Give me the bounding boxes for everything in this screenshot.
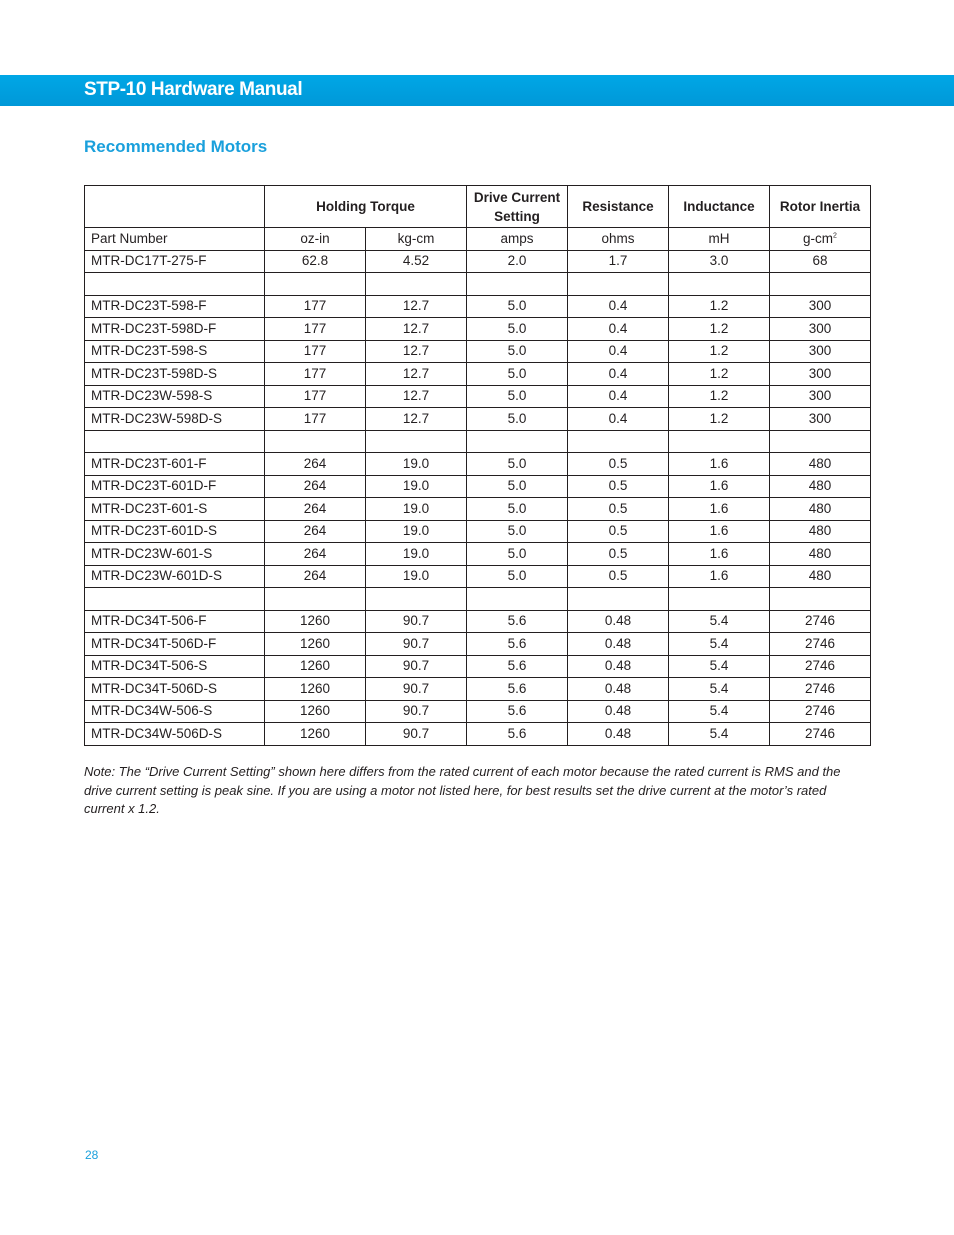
- value-cell: [366, 588, 467, 611]
- value-cell: 480: [770, 498, 871, 521]
- value-cell: 264: [265, 475, 366, 498]
- value-cell: 480: [770, 520, 871, 543]
- value-cell: 90.7: [366, 655, 467, 678]
- table-header-row: [85, 186, 871, 228]
- table-spacer-row: [85, 430, 871, 453]
- value-cell: 1260: [265, 723, 366, 746]
- table-row: [85, 453, 871, 476]
- value-cell: 0.5: [568, 520, 669, 543]
- value-cell: 480: [770, 543, 871, 566]
- value-cell: 12.7: [366, 385, 467, 408]
- value-cell: 264: [265, 453, 366, 476]
- value-cell: 0.5: [568, 543, 669, 566]
- value-cell: 5.0: [467, 475, 568, 498]
- part-number-cell: MTR-DC23W-598-S: [85, 385, 265, 408]
- value-cell: [669, 273, 770, 296]
- value-cell: [467, 430, 568, 453]
- value-cell: [770, 430, 871, 453]
- header-cell-drive-current: Drive Current Setting: [467, 186, 568, 228]
- part-number-cell: MTR-DC23W-601-S: [85, 543, 265, 566]
- value-cell: 0.48: [568, 723, 669, 746]
- value-cell: 1.2: [669, 295, 770, 318]
- value-cell: 0.4: [568, 318, 669, 341]
- table-spacer-row: [85, 273, 871, 296]
- value-cell: 12.7: [366, 408, 467, 431]
- value-cell: 0.5: [568, 565, 669, 588]
- part-number-cell: MTR-DC23T-601D-F: [85, 475, 265, 498]
- value-cell: 5.0: [467, 363, 568, 386]
- part-number-cell: [85, 588, 265, 611]
- value-cell: 1260: [265, 700, 366, 723]
- part-number-cell: MTR-DC23T-601D-S: [85, 520, 265, 543]
- value-cell: 5.4: [669, 723, 770, 746]
- value-cell: [467, 273, 568, 296]
- units-cell-g-cm2: [770, 228, 871, 251]
- part-number-cell: MTR-DC34W-506D-S: [85, 723, 265, 746]
- table-row: [85, 610, 871, 633]
- value-cell: 12.7: [366, 295, 467, 318]
- value-cell: 300: [770, 295, 871, 318]
- value-cell: 1260: [265, 610, 366, 633]
- units-cell-part-number: Part Number: [85, 228, 265, 251]
- value-cell: 5.0: [467, 340, 568, 363]
- value-cell: 19.0: [366, 565, 467, 588]
- value-cell: 5.0: [467, 498, 568, 521]
- value-cell: 0.48: [568, 610, 669, 633]
- part-number-cell: [85, 273, 265, 296]
- value-cell: 1.6: [669, 453, 770, 476]
- value-cell: 19.0: [366, 475, 467, 498]
- header-cell-rotor-inertia: Rotor Inertia: [770, 186, 871, 228]
- table-row: [85, 385, 871, 408]
- part-number-cell: [85, 430, 265, 453]
- units-superscript: 2: [833, 232, 837, 240]
- value-cell: 300: [770, 385, 871, 408]
- part-number-cell: MTR-DC23W-601D-S: [85, 565, 265, 588]
- part-number-cell: MTR-DC34W-506-S: [85, 700, 265, 723]
- table-row: [85, 295, 871, 318]
- value-cell: 2746: [770, 723, 871, 746]
- value-cell: 264: [265, 498, 366, 521]
- part-number-cell: MTR-DC23W-598D-S: [85, 408, 265, 431]
- value-cell: 12.7: [366, 318, 467, 341]
- value-cell: 480: [770, 475, 871, 498]
- value-cell: 5.0: [467, 543, 568, 566]
- part-number-cell: MTR-DC23T-598D-S: [85, 363, 265, 386]
- value-cell: 0.4: [568, 340, 669, 363]
- table-row: [85, 700, 871, 723]
- value-cell: 62.8: [265, 250, 366, 273]
- table-spacer-row: [85, 588, 871, 611]
- value-cell: 2746: [770, 700, 871, 723]
- motors-table: [84, 185, 871, 746]
- value-cell: 0.48: [568, 655, 669, 678]
- value-cell: 5.6: [467, 633, 568, 656]
- table-row: [85, 250, 871, 273]
- value-cell: 0.4: [568, 408, 669, 431]
- value-cell: 177: [265, 295, 366, 318]
- value-cell: [366, 273, 467, 296]
- value-cell: 480: [770, 453, 871, 476]
- units-cell-amps: amps: [467, 228, 568, 251]
- value-cell: 1.6: [669, 565, 770, 588]
- value-cell: 1.6: [669, 475, 770, 498]
- table-row: [85, 498, 871, 521]
- value-cell: 2746: [770, 678, 871, 701]
- value-cell: 2746: [770, 633, 871, 656]
- value-cell: 1.6: [669, 543, 770, 566]
- part-number-cell: MTR-DC23T-601-F: [85, 453, 265, 476]
- value-cell: 300: [770, 408, 871, 431]
- value-cell: 300: [770, 318, 871, 341]
- units-cell-oz-in: oz-in: [265, 228, 366, 251]
- manual-title: STP-10 Hardware Manual: [84, 79, 303, 100]
- value-cell: [770, 273, 871, 296]
- value-cell: [265, 588, 366, 611]
- value-cell: 480: [770, 565, 871, 588]
- value-cell: 0.48: [568, 700, 669, 723]
- value-cell: 0.5: [568, 453, 669, 476]
- section-title: Recommended Motors: [84, 137, 268, 156]
- value-cell: 177: [265, 318, 366, 341]
- value-cell: 5.0: [467, 295, 568, 318]
- value-cell: 1.6: [669, 498, 770, 521]
- value-cell: [568, 588, 669, 611]
- value-cell: 264: [265, 543, 366, 566]
- header-cell-holding-torque: Holding Torque: [265, 186, 467, 228]
- value-cell: 1260: [265, 633, 366, 656]
- value-cell: [467, 588, 568, 611]
- value-cell: 0.5: [568, 498, 669, 521]
- value-cell: 90.7: [366, 700, 467, 723]
- value-cell: 19.0: [366, 543, 467, 566]
- value-cell: [669, 588, 770, 611]
- value-cell: 19.0: [366, 498, 467, 521]
- value-cell: [770, 588, 871, 611]
- table-row: [85, 543, 871, 566]
- header-cell-resistance: Resistance: [568, 186, 669, 228]
- table-note: Note: The “Drive Current Setting” shown here differs from the rated current of each motor because the rated current is RMS and the drive current setting is peak sine. If you are using a motor not listed here, for best results set the drive current at the motor’s rated current x 1.2.: [84, 764, 841, 816]
- units-cell-mh: mH: [669, 228, 770, 251]
- table-row: [85, 363, 871, 386]
- value-cell: 1.2: [669, 408, 770, 431]
- table-row: [85, 723, 871, 746]
- value-cell: 3.0: [669, 250, 770, 273]
- value-cell: 2.0: [467, 250, 568, 273]
- header-cell-inductance: Inductance: [669, 186, 770, 228]
- value-cell: 5.0: [467, 385, 568, 408]
- units-cell-kg-cm: kg-cm: [366, 228, 467, 251]
- value-cell: 0.48: [568, 678, 669, 701]
- value-cell: 1.2: [669, 340, 770, 363]
- part-number-cell: MTR-DC23T-598D-F: [85, 318, 265, 341]
- value-cell: [265, 273, 366, 296]
- value-cell: 5.4: [669, 610, 770, 633]
- value-cell: 5.0: [467, 565, 568, 588]
- value-cell: 5.6: [467, 610, 568, 633]
- value-cell: 5.4: [669, 655, 770, 678]
- value-cell: 264: [265, 520, 366, 543]
- value-cell: 5.6: [467, 655, 568, 678]
- value-cell: 4.52: [366, 250, 467, 273]
- value-cell: 300: [770, 363, 871, 386]
- part-number-cell: MTR-DC23T-598-F: [85, 295, 265, 318]
- value-cell: 0.5: [568, 475, 669, 498]
- value-cell: 5.0: [467, 520, 568, 543]
- value-cell: 5.6: [467, 700, 568, 723]
- value-cell: 19.0: [366, 453, 467, 476]
- value-cell: [568, 430, 669, 453]
- value-cell: 1.7: [568, 250, 669, 273]
- value-cell: 5.4: [669, 700, 770, 723]
- value-cell: 1260: [265, 655, 366, 678]
- part-number-cell: MTR-DC23T-598-S: [85, 340, 265, 363]
- value-cell: 177: [265, 363, 366, 386]
- table-row: [85, 565, 871, 588]
- value-cell: 1260: [265, 678, 366, 701]
- value-cell: 0.4: [568, 295, 669, 318]
- value-cell: 0.4: [568, 385, 669, 408]
- value-cell: 0.4: [568, 363, 669, 386]
- part-number-cell: MTR-DC23T-601-S: [85, 498, 265, 521]
- value-cell: 2746: [770, 655, 871, 678]
- value-cell: 5.0: [467, 453, 568, 476]
- table-row: [85, 633, 871, 656]
- value-cell: 90.7: [366, 678, 467, 701]
- header-cell-part-number: [85, 186, 265, 228]
- units-cell-ohms: ohms: [568, 228, 669, 251]
- value-cell: 0.48: [568, 633, 669, 656]
- value-cell: 5.6: [467, 723, 568, 746]
- value-cell: 300: [770, 340, 871, 363]
- value-cell: [265, 430, 366, 453]
- value-cell: 90.7: [366, 723, 467, 746]
- value-cell: 5.6: [467, 678, 568, 701]
- table-units-row: [85, 228, 871, 251]
- value-cell: 177: [265, 340, 366, 363]
- table-row: [85, 318, 871, 341]
- value-cell: 19.0: [366, 520, 467, 543]
- value-cell: 2746: [770, 610, 871, 633]
- table-row: [85, 408, 871, 431]
- value-cell: 5.4: [669, 633, 770, 656]
- value-cell: [366, 430, 467, 453]
- value-cell: 1.6: [669, 520, 770, 543]
- table-row: [85, 520, 871, 543]
- value-cell: 1.2: [669, 318, 770, 341]
- part-number-cell: MTR-DC34T-506-S: [85, 655, 265, 678]
- value-cell: 90.7: [366, 633, 467, 656]
- value-cell: [568, 273, 669, 296]
- table-row: [85, 655, 871, 678]
- value-cell: 90.7: [366, 610, 467, 633]
- table-row: [85, 340, 871, 363]
- page-number: 28: [85, 1148, 99, 1162]
- value-cell: 177: [265, 385, 366, 408]
- table-row: [85, 475, 871, 498]
- value-cell: 5.0: [467, 318, 568, 341]
- value-cell: 12.7: [366, 340, 467, 363]
- value-cell: 1.2: [669, 363, 770, 386]
- value-cell: 12.7: [366, 363, 467, 386]
- units-g-cm-text: g-cm: [803, 230, 834, 246]
- value-cell: 264: [265, 565, 366, 588]
- part-number-cell: MTR-DC34T-506D-S: [85, 678, 265, 701]
- part-number-cell: MTR-DC34T-506-F: [85, 610, 265, 633]
- part-number-cell: MTR-DC34T-506D-F: [85, 633, 265, 656]
- value-cell: 177: [265, 408, 366, 431]
- table-row: [85, 678, 871, 701]
- value-cell: 5.0: [467, 408, 568, 431]
- value-cell: [669, 430, 770, 453]
- value-cell: 1.2: [669, 385, 770, 408]
- value-cell: 68: [770, 250, 871, 273]
- part-number-cell: MTR-DC17T-275-F: [85, 250, 265, 273]
- value-cell: 5.4: [669, 678, 770, 701]
